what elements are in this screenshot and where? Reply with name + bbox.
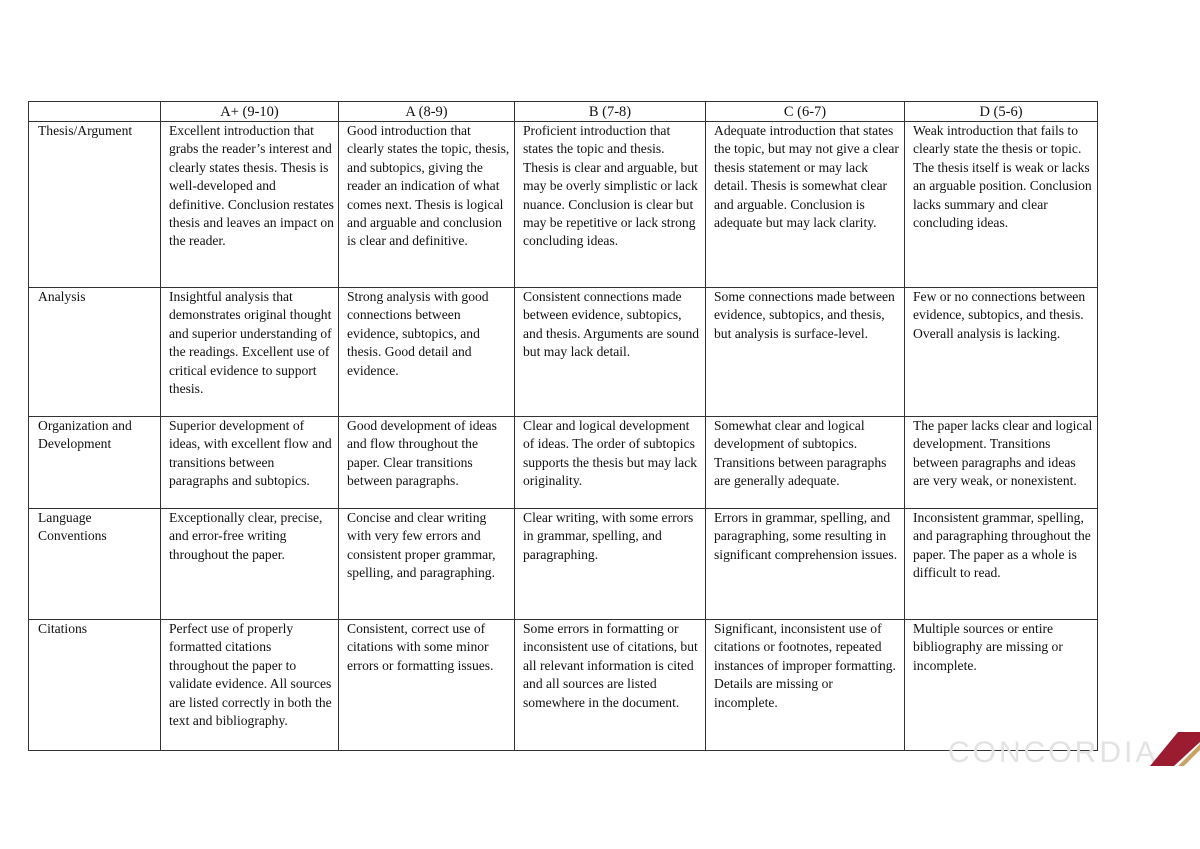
table-cell: Some connections made between evidence, subtopics, and thesis, but analysis is surface-level. [706, 288, 905, 417]
table-row [29, 620, 1098, 751]
table-cell: Adequate introduction that states the topic, but may not give a clear thesis statement or may lack detail. Thesis is somewhat clear and arguable. Conclusion is adequate but may lack clarity. [706, 122, 905, 288]
rubric-table [28, 101, 1098, 751]
table-cell: Few or no connections between evidence, subtopics, and thesis. Overall analysis is lacking. [905, 288, 1098, 417]
criterion-label: Organization and Development [29, 417, 161, 509]
criterion-label: Citations [29, 620, 161, 751]
logo-wordmark: CONCORDIA [948, 736, 1159, 769]
logo-red-stripe [1150, 732, 1200, 766]
header-corner [29, 102, 161, 122]
table-cell: The paper lacks clear and logical development. Transitions between paragraphs and ideas are very weak, or nonexistent. [905, 417, 1098, 509]
header-grade-d: D (5-6) [905, 102, 1098, 122]
header-grade-c: C (6-7) [706, 102, 905, 122]
logo-chevron-icon [1148, 724, 1200, 766]
criterion-label: Language Conventions [29, 509, 161, 620]
table-cell: Strong analysis with good connections between evidence, subtopics, and thesis. Good detail and evidence. [339, 288, 515, 417]
table-cell: Somewhat clear and logical development of subtopics. Transitions between paragraphs are generally adequate. [706, 417, 905, 509]
header-grade-a: A (8-9) [339, 102, 515, 122]
table-cell: Good development of ideas and flow throughout the paper. Clear transitions between paragraphs. [339, 417, 515, 509]
table-cell: Exceptionally clear, precise, and error-free writing throughout the paper. [161, 509, 339, 620]
table-cell: Superior development of ideas, with excellent flow and transitions between paragraphs and subtopics. [161, 417, 339, 509]
criterion-label: Thesis/Argument [29, 122, 161, 288]
table-cell: Clear and logical development of ideas. The order of subtopics supports the thesis but may lack originality. [515, 417, 706, 509]
table-row [29, 288, 1098, 417]
table-row [29, 417, 1098, 509]
table-cell: Multiple sources or entire bibliography are missing or incomplete. [905, 620, 1098, 751]
concordia-logo [948, 736, 1200, 769]
criterion-label: Analysis [29, 288, 161, 417]
header-grade-b: B (7-8) [515, 102, 706, 122]
header-row [29, 102, 1098, 122]
table-cell: Weak introduction that fails to clearly state the thesis or topic. The thesis itself is weak or lacks an arguable position. Conclusion lacks summary and clear concluding ideas. [905, 122, 1098, 288]
table-cell: Insightful analysis that demonstrates original thought and superior understanding of the readings. Excellent use of critical evidence to support thesis. [161, 288, 339, 417]
table-cell: Good introduction that clearly states the topic, thesis, and subtopics, giving the reader an indication of what comes next. Thesis is logical and arguable and conclusion is clear and definitive. [339, 122, 515, 288]
table-cell: Clear writing, with some errors in grammar, spelling, and paragraphing. [515, 509, 706, 620]
header-grade-a-plus: A+ (9-10) [161, 102, 339, 122]
table-row [29, 509, 1098, 620]
table-row [29, 122, 1098, 288]
table-cell: Consistent connections made between evidence, subtopics, and thesis. Arguments are sound but may lack detail. [515, 288, 706, 417]
table-cell: Concise and clear writing with very few errors and consistent proper grammar, spelling, and paragraphing. [339, 509, 515, 620]
table-cell: Proficient introduction that states the topic and thesis. Thesis is clear and arguable, but may be overly simplistic or lack nuance. Conclusion is clear but may be repetitive or lack strong concluding ideas. [515, 122, 706, 288]
table-cell: Perfect use of properly formatted citations throughout the paper to validate evidence. All sources are listed correctly in both the text and bibliography. [161, 620, 339, 751]
table-cell: Errors in grammar, spelling, and paragraphing, some resulting in significant comprehension issues. [706, 509, 905, 620]
table-cell: Significant, inconsistent use of citations or footnotes, repeated instances of improper formatting. Details are missing or incomplete. [706, 620, 905, 751]
table-cell: Excellent introduction that grabs the reader’s interest and clearly states thesis. Thesis is well-developed and definitive. Conclusion restates thesis and leaves an impact on the reader. [161, 122, 339, 288]
table-cell: Some errors in formatting or inconsistent use of citations, but all relevant information is cited and all sources are listed somewhere in the document. [515, 620, 706, 751]
table-cell: Inconsistent grammar, spelling, and paragraphing throughout the paper. The paper as a whole is difficult to read. [905, 509, 1098, 620]
table-cell: Consistent, correct use of citations with some minor errors or formatting issues. [339, 620, 515, 751]
